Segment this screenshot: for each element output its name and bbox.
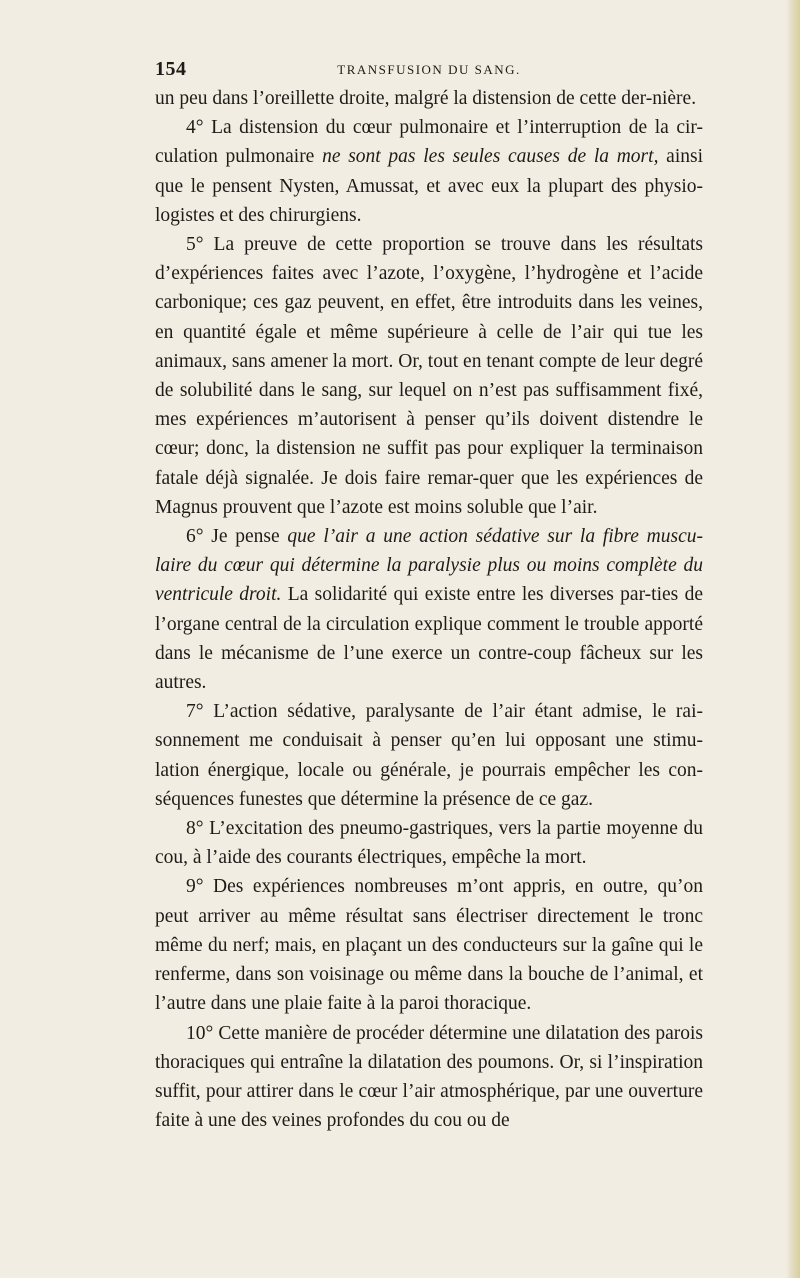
paragraph-10 — [155, 1019, 703, 1136]
text-segment: que l’air a une action sédative sur la fibre muscu-laire du cœur qui détermine la paralysie plus ou moins complète du ventricule droit. — [155, 526, 703, 606]
text-segment: un peu dans l’oreillette droite, malgré la distension de cette der-nière. — [155, 88, 697, 109]
running-title: TRANSFUSION DU SANG. — [337, 62, 521, 77]
text-segment: 10° Cette manière de procéder détermine une dilatation des parois thoraciques qui entraîne la dilatation des poumons. Or, si l’inspiration suffit, pour attirer dans le cœur l’air atmosphérique, par une ouverture faite à une des veines profondes du cou ou de — [155, 1022, 703, 1132]
paragraph-8 — [155, 814, 703, 872]
text-segment: 6° Je pense — [186, 526, 288, 548]
text-segment: ne sont pas les seules causes de la mort, — [322, 146, 659, 168]
paragraph-9 — [155, 872, 703, 1018]
paragraph-continued — [155, 84, 703, 113]
paragraph-6 — [155, 522, 703, 697]
text-segment: 7° L’action sédative, paralysante de l’air étant admise, le rai-sonnement me conduisait à penser qu’en lui opposant une stimu-lation énergique, locale ou générale, je pourrais empêcher les con-séquences funestes que détermine la présence de ce gaz. — [155, 701, 703, 810]
paragraph-5 — [155, 230, 703, 522]
text-segment: 8° L’excitation des pneumo-gastriques, vers la partie moyenne du cou, à l’aide des courants électriques, empêche la mort. — [155, 818, 703, 869]
text-segment: 4° La distension du cœur pulmonaire et l’interruption de la cir-culation pulmonaire — [155, 117, 703, 168]
page-edge — [786, 0, 800, 1278]
paragraph-4 — [155, 113, 703, 230]
text-segment: La solidarité qui existe entre les diverses par-ties de l’organe central de la circulation explique comment le trouble apporté dans le mécanisme de l’une exerce un contre-coup fâcheux sur les autres. — [155, 584, 703, 694]
text-segment: 9° Des expériences nombreuses m’ont appris, en outre, qu’on peut arriver au même résultat sans électriser directement le tronc même du nerf; mais, en plaçant un des conducteurs sur la gaîne qui le renferme, dans son voisinage ou même dans la bouche de l’animal, et l’autre dans une plaie faite à la paroi thoracique. — [155, 876, 703, 1015]
page-number: 154 — [155, 58, 187, 80]
paragraph-7 — [155, 697, 703, 814]
text-segment: ainsi que le pensent Nysten, Amussat, et avec eux la plupart des physio-logistes et des chirurgiens. — [155, 146, 704, 226]
text-segment: 5° La preuve de cette proportion se trouve dans les résultats d’expériences faites avec l’azote, l’oxygène, l’hydrogène et l’acide carbonique; ces gaz peuvent, en effet, être introduits dans les veines, en quantité égale et même supérieure à celle de l’air qui tue les animaux, sans amener la mort. Or, tout en tenant compte de leur degré de solubilité dans le sang, sur lequel on n’est pas suffisamment fixé, mes expériences m’autorisent à penser qu’ils doivent distendre le cœur; donc, la distension ne suffit pas pour expliquer la terminaison fatale déjà signalée. Je dois faire remar-quer que les expériences de Magnus prouvent que l’azote est moins soluble que l’air. — [155, 234, 703, 518]
body-text — [155, 84, 703, 1135]
page-header — [155, 58, 703, 84]
